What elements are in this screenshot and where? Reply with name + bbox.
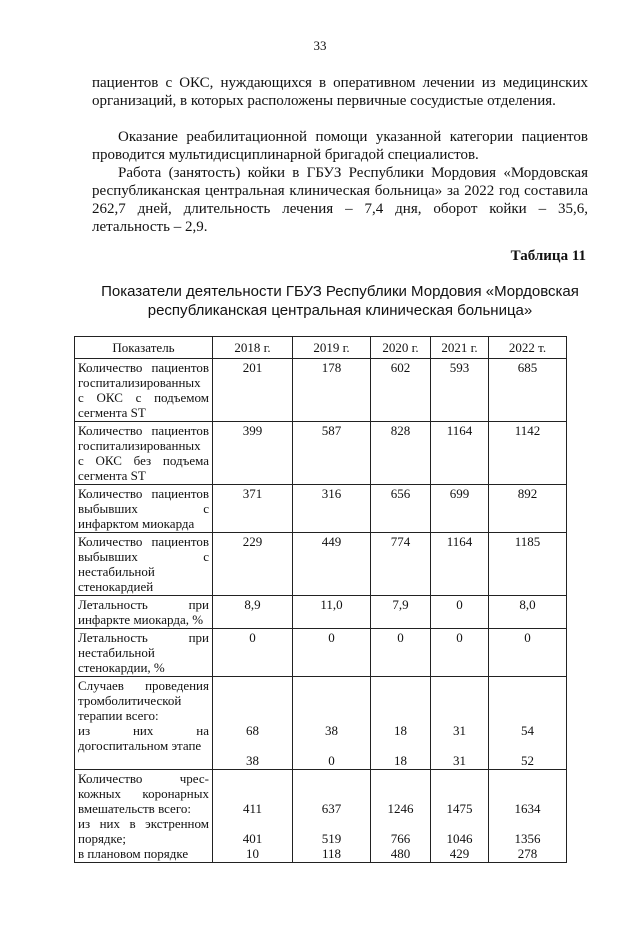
header-2018: 2018 г. (213, 337, 293, 359)
label-line: выбывших с (78, 549, 209, 564)
cell-value-emergency: 1356 (514, 831, 541, 846)
cell-value-total: 68 (246, 723, 259, 738)
cell-value-planned: 278 (517, 846, 538, 861)
cell-value-emergency: 401 (242, 831, 263, 846)
cell-value: 201 (213, 359, 293, 422)
row-label (75, 677, 213, 770)
label-line: нестабильной (78, 645, 155, 660)
label-line: Количество пациентов (78, 360, 209, 375)
cell-value-total: 18 (394, 723, 407, 738)
cell-value: 0 (213, 629, 293, 677)
cell-value-total: 411 (242, 801, 263, 816)
cell-value-pair (213, 677, 293, 770)
cell-value-planned: 480 (390, 846, 411, 861)
cell-value: 0 (489, 629, 567, 677)
paragraph-3: Работа (занятость) койки в ГБУЗ Республики Мордовия «Мордовская республиканская центральная клиническая больница» за 2022 год составила 262,7 дней, длительность лечения – 7,4 дня, оборот койки – 35,6, летальность – 2,9. (92, 165, 588, 235)
label-line: из них в экстренном (78, 816, 209, 831)
cell-value: 699 (431, 485, 489, 533)
label-line: терапии всего: (78, 708, 159, 723)
table-row (75, 485, 567, 533)
cell-value: 587 (293, 422, 371, 485)
label-line: стенокардией (78, 579, 154, 594)
label-line: Случаев проведения (78, 678, 209, 693)
label-line: тромболитической (78, 693, 182, 708)
paragraph-2: Оказание реабилитационной помощи указанной категории пациентов проводится мультидисциплинарной бригадой специалистов. (92, 129, 588, 163)
cell-value-group (213, 770, 293, 863)
row-label (75, 359, 213, 422)
table-row (75, 770, 567, 863)
cell-value-group (489, 770, 567, 863)
cell-value: 1164 (431, 533, 489, 596)
cell-value-total: 38 (325, 723, 338, 738)
cell-value-total: 1246 (387, 801, 414, 816)
cell-value: 8,0 (489, 596, 567, 629)
row-label (75, 533, 213, 596)
cell-value-total: 637 (321, 801, 342, 816)
cell-value: 828 (371, 422, 431, 485)
cell-value-pair (489, 677, 567, 770)
cell-value-emergency: 766 (390, 831, 411, 846)
row-label (75, 629, 213, 677)
table-row (75, 677, 567, 770)
row-label (75, 596, 213, 629)
table-row (75, 533, 567, 596)
cell-value-pair (371, 677, 431, 770)
cell-value: 602 (371, 359, 431, 422)
cell-value: 316 (293, 485, 371, 533)
label-line: порядке; (78, 831, 126, 846)
label-line: госпитализированных (78, 375, 201, 390)
cell-value: 399 (213, 422, 293, 485)
table-title-line-1: Показатели деятельности ГБУЗ Республики Мордовия «Мордовская (101, 283, 579, 300)
cell-value-sub: 18 (394, 753, 407, 768)
page-number: 33 (313, 38, 327, 53)
table-row (75, 359, 567, 422)
cell-value: 656 (371, 485, 431, 533)
cell-value: 593 (431, 359, 489, 422)
header-2019: 2019 г. (293, 337, 371, 359)
cell-value: 0 (293, 629, 371, 677)
cell-value-planned: 429 (449, 846, 470, 861)
table-row (75, 596, 567, 629)
cell-value-group (371, 770, 431, 863)
cell-value: 1185 (489, 533, 567, 596)
label-line: догоспитальном этапе (78, 738, 202, 753)
cell-value: 774 (371, 533, 431, 596)
label-line: нестабильной (78, 564, 155, 579)
label-line: из них на (78, 723, 209, 738)
cell-value: 11,0 (293, 596, 371, 629)
row-label (75, 422, 213, 485)
cell-value: 449 (293, 533, 371, 596)
cell-value-pair (293, 677, 371, 770)
cell-value-group (431, 770, 489, 863)
label-line: Летальность при (78, 630, 209, 645)
label-line: сегмента ST (78, 405, 146, 420)
table-title-line-2: республиканская центральная клиническая больница» (147, 302, 533, 319)
cell-value: 8,9 (213, 596, 293, 629)
cell-value: 7,9 (371, 596, 431, 629)
header-2022: 2022 т. (489, 337, 567, 359)
cell-value: 685 (489, 359, 567, 422)
cell-value-pair (431, 677, 489, 770)
paragraph-1: пациентов с ОКС, нуждающихся в оперативном лечении из медицинских организаций, в которых расположены первичные сосудистые отделения. (92, 75, 588, 109)
label-line: Количество пациентов (78, 534, 209, 549)
label-line: Количество пациентов (78, 423, 209, 438)
cell-value-group (293, 770, 371, 863)
table-title (92, 282, 588, 320)
label-line: сегмента ST (78, 468, 146, 483)
table-row (75, 629, 567, 677)
cell-value: 0 (431, 629, 489, 677)
label-line: вмешательств всего: (78, 801, 191, 816)
cell-value-sub: 31 (453, 753, 466, 768)
cell-value-sub: 52 (521, 753, 534, 768)
cell-value-sub: 0 (328, 753, 335, 768)
cell-value: 371 (213, 485, 293, 533)
header-2020: 2020 г. (371, 337, 431, 359)
cell-value-planned: 118 (321, 846, 342, 861)
cell-value: 0 (371, 629, 431, 677)
cell-value-sub: 38 (246, 753, 259, 768)
table-header-row (75, 337, 567, 359)
cell-value-emergency: 1046 (446, 831, 473, 846)
label-line: инфаркте миокарда, % (78, 612, 204, 627)
label-line: Количество чрес- (78, 771, 209, 786)
cell-value-total: 1634 (514, 801, 541, 816)
cell-value: 0 (431, 596, 489, 629)
label-line: кожных коронарных (78, 786, 209, 801)
statistics-table (74, 336, 567, 863)
row-label (75, 485, 213, 533)
label-line: стенокардии, % (78, 660, 165, 675)
table-caption: Таблица 11 (510, 248, 586, 264)
label-line: госпитализированных (78, 438, 201, 453)
cell-value-total: 54 (521, 723, 534, 738)
label-line: с ОКС с подъемом (78, 390, 209, 405)
label-line: выбывших с (78, 501, 209, 516)
cell-value: 892 (489, 485, 567, 533)
cell-value: 1142 (489, 422, 567, 485)
label-line: в плановом порядке (78, 846, 189, 861)
cell-value-emergency: 519 (321, 831, 342, 846)
label-line: Летальность при (78, 597, 209, 612)
cell-value: 178 (293, 359, 371, 422)
header-indicator: Показатель (75, 337, 213, 359)
cell-value-total: 1475 (446, 801, 473, 816)
label-line: инфарктом миокарда (78, 516, 195, 531)
cell-value-planned: 10 (246, 846, 259, 861)
table-row (75, 422, 567, 485)
row-label (75, 770, 213, 863)
label-line: с ОКС без подъема (78, 453, 209, 468)
header-2021: 2021 г. (431, 337, 489, 359)
label-line: Количество пациентов (78, 486, 209, 501)
cell-value: 229 (213, 533, 293, 596)
cell-value: 1164 (431, 422, 489, 485)
cell-value-total: 31 (453, 723, 466, 738)
